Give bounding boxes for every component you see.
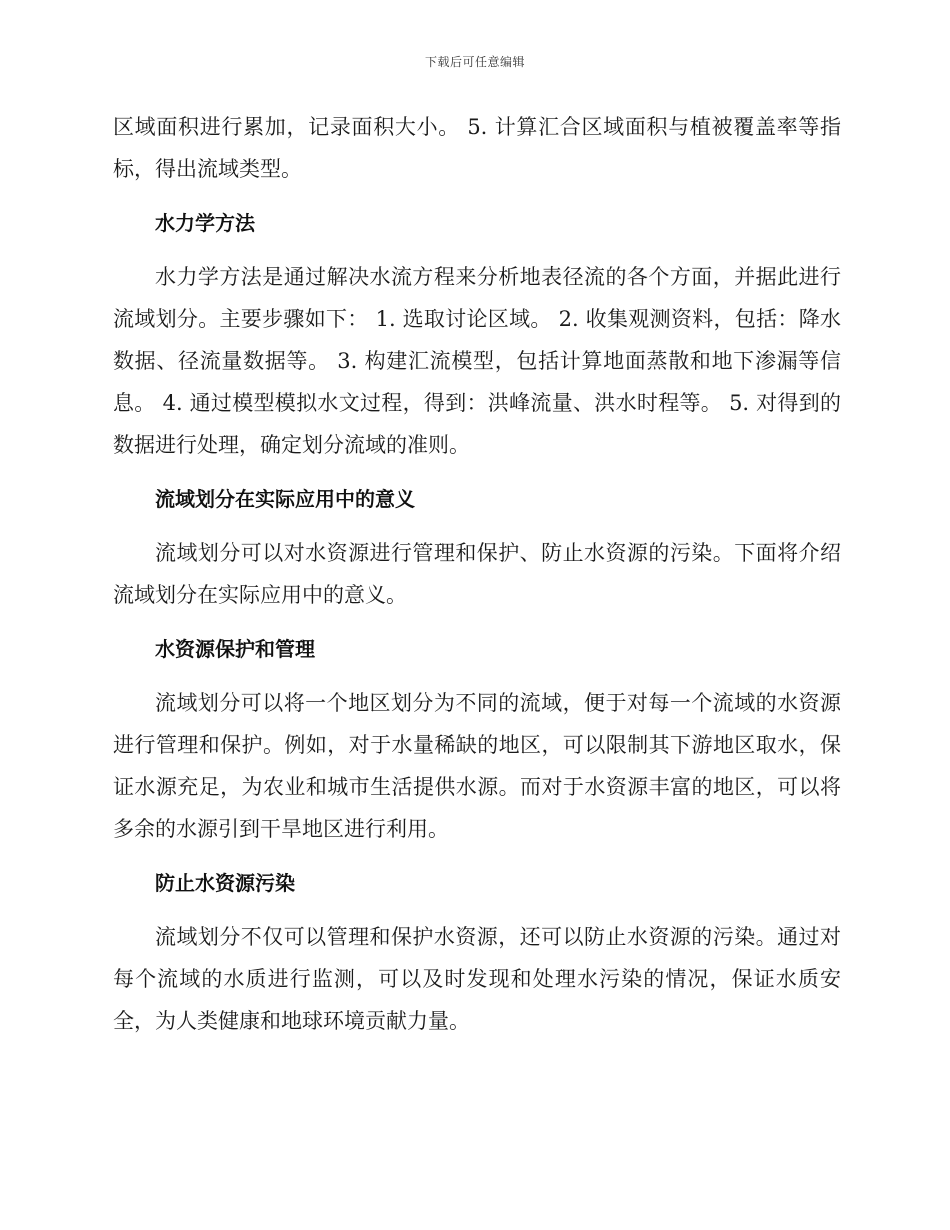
paragraph-water-protection: 流域划分可以将一个地区划分为不同的流域，便于对每一个流域的水资源进行管理和保护。例如，对于水量稀缺的地区，可以限制其下游地区取水，保证水源充足，为农业和城市生活提供水源。而对于水资源丰富的地区，可以将多余的水源引到干旱地区进行利用。	[113, 691, 841, 841]
section-heading-pollution-prevention: 防止水资源污染	[155, 871, 295, 895]
paragraph-hydraulic-method: 水力学方法是通过解决水流方程来分析地表径流的各个方面，并据此进行流域划分。主要步骤如下： 1. 选取讨论区域。 2. 收集观测资料，包括：降水数据、径流量数据等。 3. 构建汇流模型，包括计算地面蒸散和地下渗漏等信息。 4. 通过模型模拟水文过程，得到：洪峰流量、洪水时程等。 5. 对得到的数据进行处理，确定划分流域的准则。	[113, 265, 841, 457]
paragraph-practical-significance: 流域划分可以对水资源进行管理和保护、防止水资源的污染。下面将介绍流域划分在实际应用中的意义。	[113, 541, 841, 607]
paragraph-continuation: 区域面积进行累加，记录面积大小。 5. 计算汇合区域面积与植被覆盖率等指标，得出流域类型。	[113, 115, 841, 181]
document-body	[113, 106, 841, 1054]
section-heading-hydraulic-method: 水力学方法	[155, 211, 255, 235]
page-header: 下载后可任意编辑	[424, 55, 525, 69]
paragraph-pollution-prevention: 流域划分不仅可以管理和保护水资源，还可以防止水资源的污染。通过对每个流域的水质进行监测，可以及时发现和处理水污染的情况，保证水质安全，为人类健康和地球环境贡献力量。	[113, 925, 841, 1033]
section-heading-practical-significance: 流域划分在实际应用中的意义	[155, 487, 415, 511]
section-heading-water-protection: 水资源保护和管理	[155, 637, 315, 661]
